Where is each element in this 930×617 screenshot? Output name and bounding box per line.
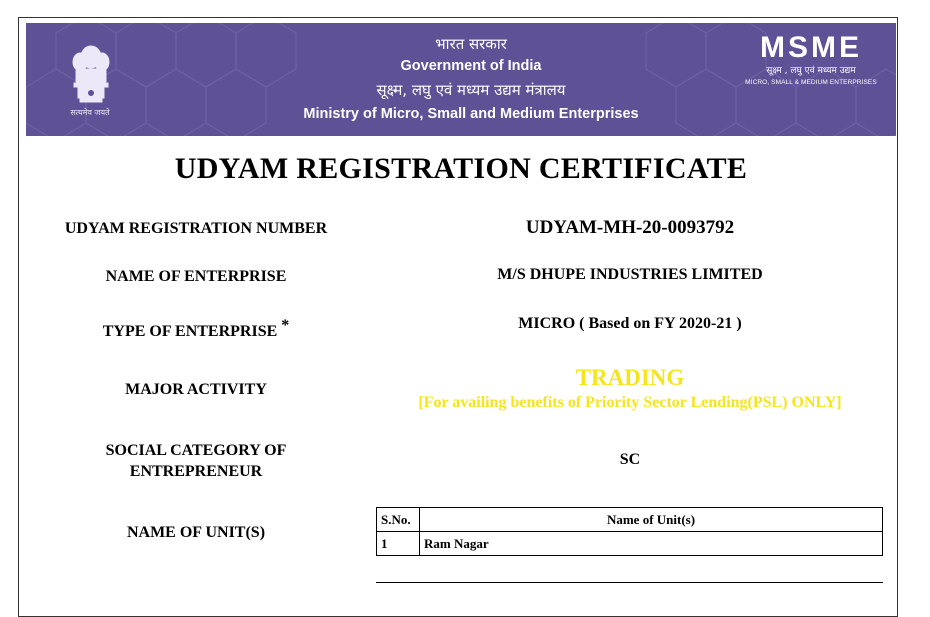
header-hindi-ministry: सूक्ष्म, लघु एवं मध्यम उद्यम मंत्रालय: [376, 81, 566, 99]
major-activity-note: [For availing benefits of Priority Sector Lending(PSL) ONLY]: [418, 394, 842, 411]
units-label: NAME OF UNIT(S): [126, 524, 266, 541]
emblem-caption: सत्यमेव जयते: [70, 108, 110, 117]
enterprise-name-value: M/S DHUPE INDUSTRIES LIMITED: [497, 266, 763, 283]
social-category-label: [26, 440, 366, 482]
social-category-value: SC: [619, 451, 641, 468]
units-table-header: [377, 508, 883, 532]
enterprise-type-value: MICRO ( Based on FY 2020-21 ): [518, 315, 742, 332]
msme-logo: [736, 31, 886, 91]
certificate-title: UDYAM REGISTRATION CERTIFICATE: [174, 152, 748, 185]
registration-number-label: UDYAM REGISTRATION NUMBER: [64, 220, 328, 237]
asterisk-mark: *: [281, 317, 290, 334]
enterprise-type-label-text: TYPE OF ENTERPRISE: [102, 323, 278, 340]
header-text: [246, 33, 696, 125]
major-activity-value: TRADING: [575, 365, 685, 390]
column-header-unit-name: Name of Unit(s): [420, 508, 883, 532]
social-category-label-line1: SOCIAL CATEGORY OF: [105, 442, 287, 459]
header-government-of-india: Government of India: [400, 58, 542, 74]
msme-logo-word: MSME: [760, 31, 862, 64]
next-table-top-border: [376, 582, 883, 583]
column-header-sno: S.No.: [377, 508, 420, 532]
header-banner: [26, 23, 896, 136]
msme-logo-hindi: सूक्ष्म , लघु एवं मध्यम उद्यम: [766, 66, 856, 76]
enterprise-type-label: [26, 315, 366, 342]
header-hindi-government: भारत सरकार: [435, 35, 507, 53]
enterprise-name-label: NAME OF ENTERPRISE: [105, 268, 287, 285]
msme-logo-english: MICRO, SMALL & MEDIUM ENTERPRISES: [745, 79, 877, 86]
social-category-label-line2: ENTREPRENEUR: [129, 463, 263, 480]
header-ministry: Ministry of Micro, Small and Medium Enterprises: [303, 106, 639, 122]
registration-number-value: UDYAM-MH-20-0093792: [525, 217, 735, 238]
major-activity-label: MAJOR ACTIVITY: [125, 381, 267, 398]
unit-sno-cell: 1: [377, 532, 420, 556]
units-table: [376, 507, 883, 556]
unit-name-cell: Ram Nagar: [420, 532, 883, 556]
table-row: [377, 532, 883, 556]
